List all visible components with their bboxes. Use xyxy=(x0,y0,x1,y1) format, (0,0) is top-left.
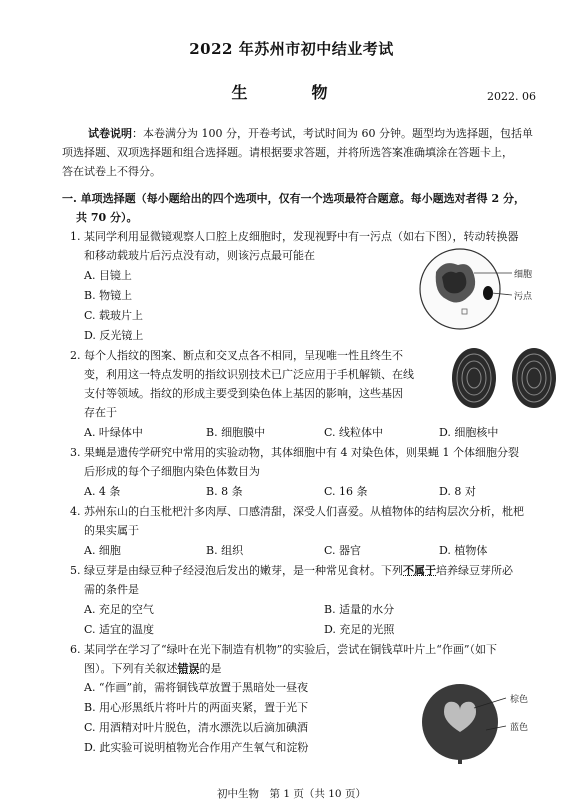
q1-option-d: D. 反光镜上 xyxy=(84,329,144,342)
q3-option-b: B. 8 条 xyxy=(206,485,243,498)
q5-option-a: A. 充足的空气 xyxy=(84,603,154,616)
stain-spot xyxy=(483,286,493,300)
q3-stem-line1: 3. 果蝇是遗传学研究中常用的实验动物，其体细胞中有 4 对染色体，则果蝇 1 个体细胞分裂 xyxy=(70,446,519,459)
section-heading: 一. 单项选择题（每小题给出的四个选项中，仅有一个选项最符合题意。每小题选对者得 2 分， xyxy=(62,192,525,205)
q4-option-d: D. 植物体 xyxy=(439,544,488,557)
q2-option-d: D. 细胞核中 xyxy=(439,426,499,439)
q1-option-a: A. 目镜上 xyxy=(84,269,132,282)
q5-option-d: D. 充足的光照 xyxy=(324,623,395,636)
q4-option-c: C. 器官 xyxy=(324,544,362,557)
microscope-field-figure xyxy=(418,247,568,335)
fig-label-stain: 污点 xyxy=(514,292,533,302)
q6-option-d: D. 此实验可说明植物光合作用产生氧气和淀粉 xyxy=(84,741,309,754)
q2-stem-line4: 存在于 xyxy=(84,406,117,419)
q2-stem-line1: 2. 每个人指纹的图案、断点和交叉点各不相同，呈现唯一性且终生不 xyxy=(70,349,403,362)
exam-date: 2022. 06 xyxy=(487,90,536,103)
fig-label-blue: 蓝色 xyxy=(510,723,529,733)
q5-stem-line2: 需的条件是 xyxy=(84,583,139,596)
instructions-line3: 答在试卷上不得分。 xyxy=(62,165,161,178)
q2-stem-line3: 支付等领域。指纹的形成主要受到染色体上基因的影响，这些基因 xyxy=(84,387,403,400)
q4-stem-line1: 4. 苏州东山的白玉枇杷汁多肉厚、口感清甜，深受人们喜爱。从植物体的结构层次分析，枇杷 xyxy=(70,505,524,518)
q6-stem-line1: 6. 某同学在学习了“绿叶在光下制造有机物”的实验后，尝试在铜钱草叶片上“作画”（如下 xyxy=(70,643,497,656)
fig-label-cell: 细胞 xyxy=(514,270,533,280)
q3-option-c: C. 16 条 xyxy=(324,485,368,498)
q4-option-b: B. 组织 xyxy=(206,544,244,557)
q1-option-b: B. 物镜上 xyxy=(84,289,133,302)
exam-title: 2022 年苏州市初中结业考试 xyxy=(189,40,394,58)
q6-keyword: 错误 xyxy=(177,662,200,675)
q6-stem-line2: 图）。下列有关叙述错误的是 xyxy=(84,662,222,675)
q5-stem-line1: 5. 绿豆芽是由绿豆种子经浸泡后发出的嫩芽，是一种常见食材。下列不属于培养绿豆芽所必 xyxy=(70,564,513,577)
leaf-figure xyxy=(420,678,570,766)
instructions-line1: 试卷说明：本卷满分为 100 分，开卷考试，考试时间为 60 分钟。题型均为选择题，包括单 xyxy=(88,127,533,140)
instructions-line2: 项选择题、双项选择题和组合选择题。请根据要求答题，并将所选答案准确填涂在答题卡上， xyxy=(62,146,513,159)
page-footer: 初中生物 第 1 页（共 10 页） xyxy=(217,788,366,800)
fingerprint-figure xyxy=(448,344,566,412)
q3-option-d: D. 8 对 xyxy=(439,485,476,498)
q1-stem-line2: 和移动载玻片后污点没有动，则该污点最可能在 xyxy=(84,249,315,262)
subject-title: 生 物 xyxy=(231,83,352,102)
q5-keyword: 不属于 xyxy=(403,564,436,577)
q1-option-c: C. 载玻片上 xyxy=(84,309,144,322)
q5-option-c: C. 适宜的温度 xyxy=(84,623,155,636)
q6-option-b: B. 用心形黑纸片将叶片的两面夹紧，置于光下 xyxy=(84,701,309,714)
q6-option-a: A. “作画”前，需将铜钱草放置于黑暗处一昼夜 xyxy=(84,681,309,694)
fig-label-brown: 棕色 xyxy=(510,695,529,705)
q4-stem-line2: 的果实属于 xyxy=(84,524,139,537)
q1-stem-line1: 1. 某同学利用显微镜观察人口腔上皮细胞时，发现视野中有一污点（如右下图），转动转换器 xyxy=(70,230,519,243)
q5-option-b: B. 适量的水分 xyxy=(324,603,395,616)
q2-option-c: C. 线粒体中 xyxy=(324,426,384,439)
q2-stem-line2: 变，利用这一特点发明的指纹识别技术已广泛应用于手机解锁、在线 xyxy=(84,368,414,381)
q3-option-a: A. 4 条 xyxy=(84,485,121,498)
q3-stem-line2: 后形成的每个子细胞内染色体数目为 xyxy=(84,465,260,478)
section-heading-line2: 共 70 分）。 xyxy=(76,211,138,224)
q2-option-b: B. 细胞膜中 xyxy=(206,426,266,439)
q2-option-a: A. 叶绿体中 xyxy=(84,426,143,439)
q4-option-a: A. 细胞 xyxy=(84,544,121,557)
fingerprint-left xyxy=(452,348,496,408)
fingerprint-right xyxy=(512,348,556,408)
q6-option-c: C. 用酒精对叶片脱色，清水漂洗以后滴加碘酒 xyxy=(84,721,309,734)
